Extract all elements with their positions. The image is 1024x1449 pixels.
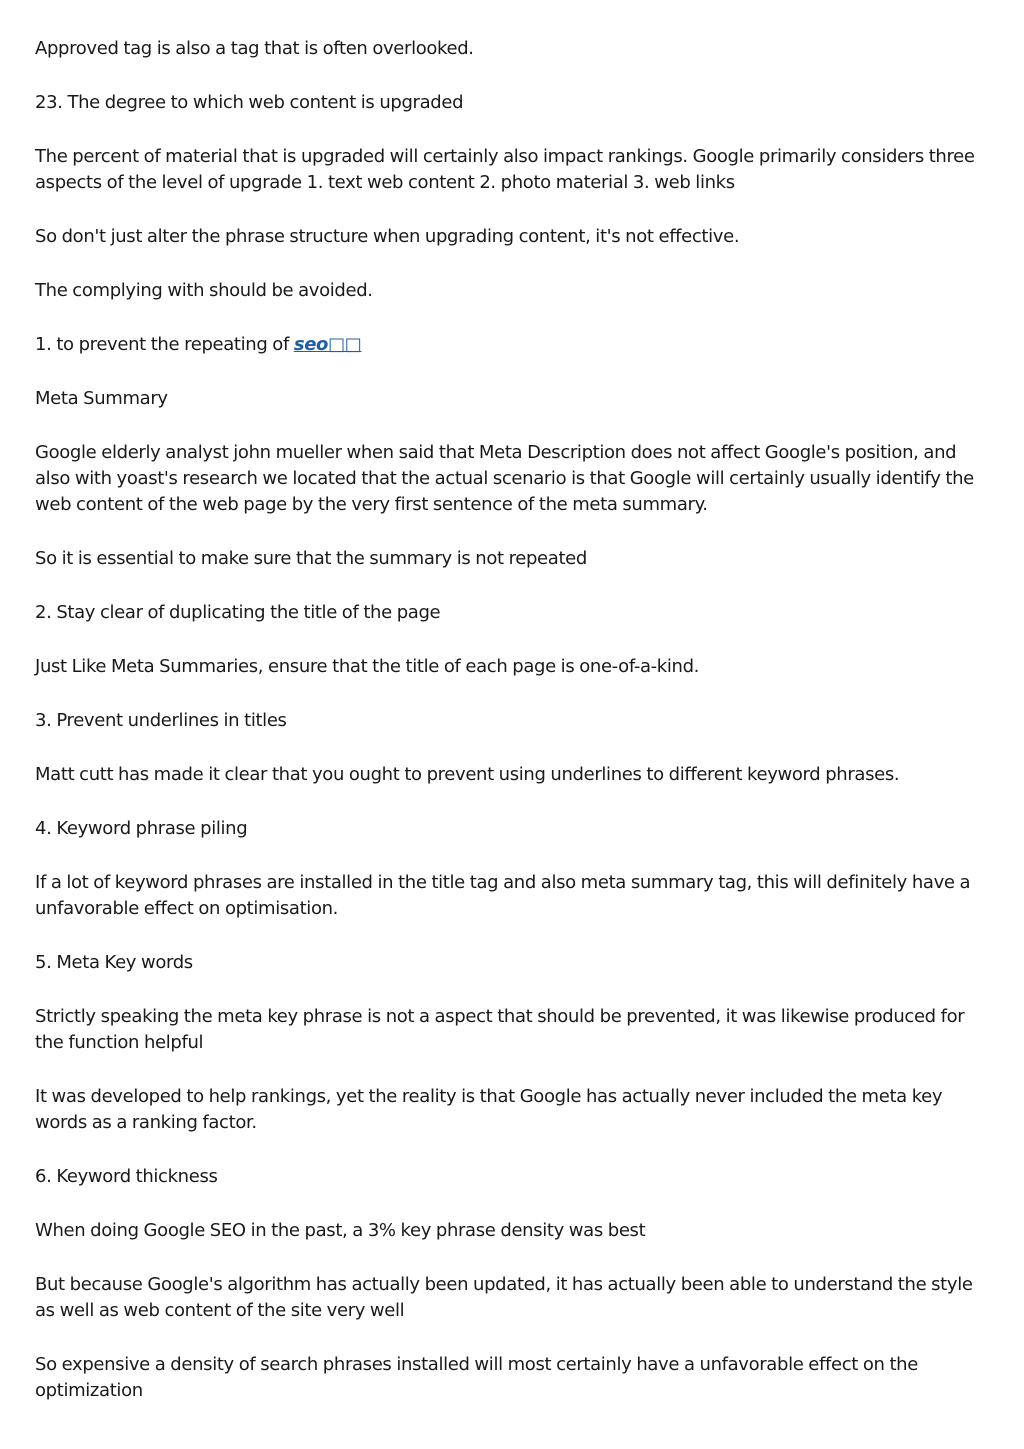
section-heading: 3. Prevent underlines in titles [35,710,287,731]
document-body [35,36,995,1432]
section-heading: 5. Meta Key words [35,952,193,973]
seo-link[interactable]: seo□□ [293,334,362,355]
paragraph: Approved tag is also a tag that is often overlooked. [35,38,474,59]
paragraph: Google elderly analyst john mueller when said that Meta Description does not affect Google's position, and also with yoast's research we located that the actual scenario is that Google will certainly usually identify the web content of the web page by the very first sentence of the meta summary. [35,442,974,515]
section-heading: 2. Stay clear of duplicating the title of the page [35,602,441,623]
paragraph: So expensive a density of search phrases installed will most certainly have a unfavorable effect on the optimization [35,1354,918,1401]
section-heading: 23. The degree to which web content is upgraded [35,92,464,113]
paragraph: When doing Google SEO in the past, a 3% key phrase density was best [35,1220,646,1241]
paragraph: The percent of material that is upgraded will certainly also impact rankings. Google primarily considers three aspects of the level of upgrade 1. text web content 2. photo material 3. web links [35,146,975,193]
paragraph: If a lot of keyword phrases are installed in the title tag and also meta summary tag, this will definitely have a unfavorable effect on optimisation. [35,872,971,919]
paragraph: It was developed to help rankings, yet the reality is that Google has actually never included the meta key words as a ranking factor. [35,1086,943,1133]
paragraph: Just Like Meta Summaries, ensure that the title of each page is one-of-a-kind. [35,656,700,677]
paragraph: Matt cutt has made it clear that you ought to prevent using underlines to different keyword phrases. [35,764,900,785]
paragraph: Strictly speaking the meta key phrase is not a aspect that should be prevented, it was likewise produced for the function helpful [35,1006,965,1053]
section-heading: Meta Summary [35,388,168,409]
section-heading: 6. Keyword thickness [35,1166,218,1187]
paragraph: The complying with should be avoided. [35,280,373,301]
paragraph: So it is essential to make sure that the summary is not repeated [35,548,587,569]
list-item-with-link [35,332,995,358]
paragraph: So don't just alter the phrase structure when upgrading content, it's not effective. [35,226,740,247]
list-item-text: 1. to prevent the repeating of [35,334,294,355]
section-heading: 4. Keyword phrase piling [35,818,248,839]
paragraph: But because Google's algorithm has actually been updated, it has actually been able to understand the style as well as web content of the site very well [35,1274,973,1321]
